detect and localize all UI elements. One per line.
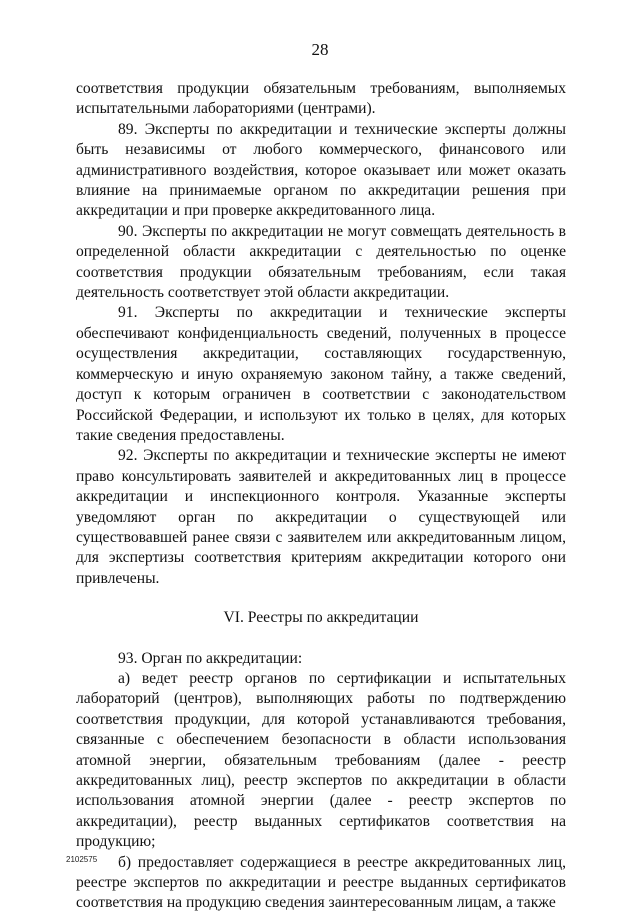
paragraph-93b: б) предоставляет содержащиеся в реестре аккредитованных лиц, реестре экспертов по аккредитации и реестре выданных сертификатов соответствия на продукцию сведения заинтересованным лицам, а также: [76, 853, 566, 912]
paragraph-91: 91. Эксперты по аккредитации и технические эксперты обеспечивают конфиденциальность сведений, полученных в процессе осуществления аккредитации, составляющих государственную, коммерческую и иную охраняемую законом тайну, а также сведений, доступ к которым ограничен в соответствии с законодательством Российской Федерации, и используют их только в целях, для которых такие сведения предоставлены.: [76, 304, 566, 444]
paragraph-92: 92. Эксперты по аккредитации и технические эксперты не имеют право консультировать заявителей и аккредитованных лиц в процессе аккредитации и инспекционного контроля. Указанные эксперты уведомляют орган по аккредитации о существующей или существовавшей ранее связи с заявителем или аккредитованным лицом, для экспертизы соответствия критериям аккредитации которого они привлечены.: [76, 447, 566, 587]
page-number: 28: [311, 40, 329, 59]
section-heading: VI. Реестры по аккредитации: [223, 609, 419, 627]
document-code: 2102575: [66, 855, 98, 864]
paragraph-93: 93. Орган по аккредитации:: [118, 649, 303, 667]
paragraph-continuation: соответствия продукции обязательным требованиям, выполняемых испытательными лабораториями (центрами).: [76, 80, 566, 118]
paragraph-90: 90. Эксперты по аккредитации не могут совмещать деятельность в определенной области аккредитации с деятельностью по оценке соответствия продукции обязательным требованиям, если такая деятельность соответствует этой области аккредитации.: [76, 222, 566, 302]
document-body: [76, 79, 566, 914]
paragraph-93a: а) ведет реестр органов по сертификации и испытательных лабораторий (центров), выполняющих работы по подтверждению соответствия продукции, для которой устанавливаются требования, связанные с обеспечением безопасности в области использования атомной энергии, обязательным требованиям (далее - реестр аккредитованных лиц), реестр экспертов по аккредитации в области использования атомной энергии (далее - реестр экспертов по аккредитации), реестр выданных сертификатов соответствия на продукцию;: [76, 669, 566, 851]
paragraph-89: 89. Эксперты по аккредитации и технические эксперты должны быть независимы от любого коммерческого, финансового или административного воздействия, которое оказывает или может оказать влияние на принимаемые органом по аккредитации решения при аккредитации и при проверке аккредитованного лица.: [76, 120, 566, 220]
